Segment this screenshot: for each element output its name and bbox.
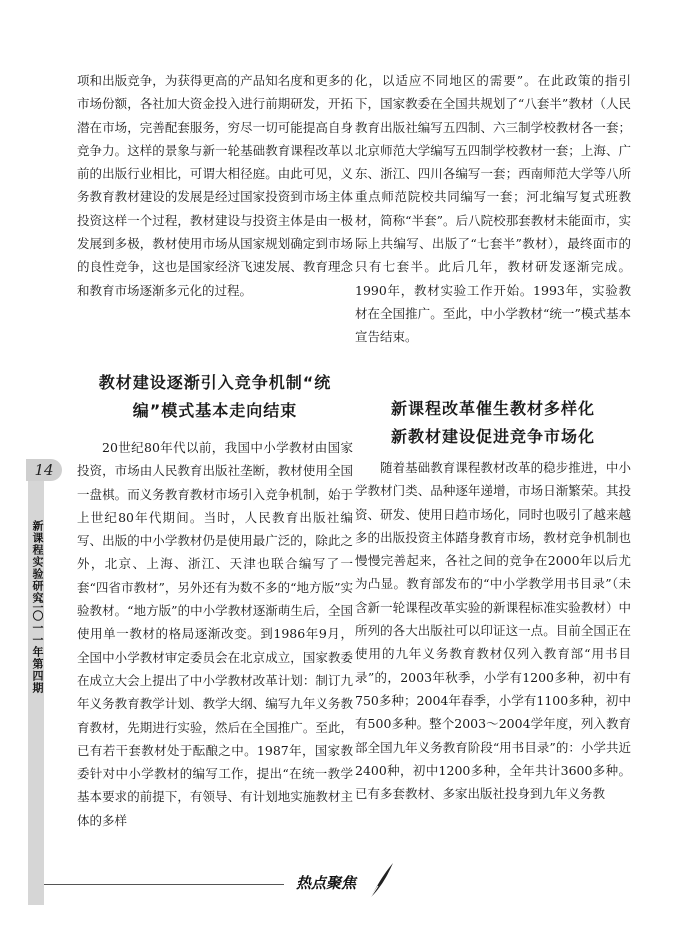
right-column-top-text bbox=[355, 69, 631, 349]
heading-line: 新教材建设促进竞争市场化 bbox=[390, 427, 595, 446]
heading-line: 编”模式基本走向结束 bbox=[132, 401, 298, 420]
journal-issue: 二〇一一年第四期 bbox=[31, 598, 44, 694]
right-column-bottom-text bbox=[355, 456, 631, 805]
left-column-top-text bbox=[77, 69, 353, 302]
page-number: 14 bbox=[26, 459, 62, 481]
paragraph: 化，以适应不同地区的需要”。在此政策的指引下，国家教委在全国共规划了“八套半”教材（人民教育出版社编写五四制、六三制学校教材各一套；北京师范大学编写五四制学校教材一套；上海、广东、浙江、四川各编写一套；西南师范大学等八所重点师范院校共同编写一套；河北编写复式班教材，简称“半套”。后八院校那套教材未能面市，实际上共编写、出版了“七套半”教材），最终面市的只有七套半。此后几年，教材研发逐渐完成。1990年，教材实验工作开始。1993年，实验教材在全国推广。至此，中小学教材“统一”模式基本宣告结束。 bbox=[355, 73, 631, 345]
left-column-bottom-text bbox=[77, 436, 353, 832]
heading-line: 新课程改革催生教材多样化 bbox=[390, 399, 595, 418]
paragraph: 项和出版竞争，为获得更高的产品知名度和更多的市场份额，各社加大资金投入进行前期研发，开拓潜在市场，完善配套服务，穷尽一切可能提高自身竞争力。这样的景象与新一轮基础教育课程改革以前的出版行业相比，可谓大相径庭。由此可见，义务教育教材建设的发展是经过国家投资到市场主体投资这样一个过程，教材建设与投资主体是由一极发展到多极，教材使用市场从国家规划确定到市场的良性竞争，这也是国家经济飞速发展、教育理念和教育市场逐渐多元化的过程。 bbox=[77, 73, 353, 298]
heading-line: 教材建设逐渐引入竞争机制“统 bbox=[98, 373, 332, 392]
footer-rule bbox=[44, 884, 284, 885]
footer-section-label: 热点聚焦 bbox=[296, 874, 357, 892]
feather-pen-icon bbox=[366, 860, 396, 900]
section-heading-right bbox=[355, 395, 631, 451]
paragraph: 20世纪80年代以前，我国中小学教材由国家投资，市场由人民教育出版社垄断，教材使用全国一盘棋。而义务教育教材市场引入竞争机制，始于上世纪80年代期间。当时，人民教育出版社编写、出版的中小学教材仍是使用最广泛的，除此之外，北京、上海、浙江、天津也联合编写了一套“四省市教材”，另外还有为数不多的“地方版”实验教材。“地方版”的中小学教材逐渐萌生后，全国使用单一教材的格局逐渐改变。到1986年9月，全国中小学教材审定委员会在北京成立，国家教委在成立大会上提出了中小学教材改革计划：制订九年义务教育教学计划、教学大纲、编写九年义务教育教材，先期进行实验，然后在全国推广。至此，已有若干套教材处于酝酿之中。1987年，国家教委针对中小学教材的编写工作，提出“在统一教学基本要求的前提下，有领导、有计划地实施教材主体的多样 bbox=[77, 440, 353, 828]
paragraph: 随着基础教育课程教材改革的稳步推进，中小学教材门类、品种逐年递增，市场日渐繁荣。其投资、研发、使用日趋市场化，同时也吸引了越来越多的出版投资主体踏身教育市场，教材竞争机制也慢慢完善起来，各社之间的竞争在2000年以后尤为凸显。教育部发布的“中小学教学用书目录”（未含新一轮课程改革实验的新课程标准实验教材）中所列的各大出版社可以印证这一点。目前全国正在使用的九年义务教育教材仅列入教育部“用书目录”的，2003年秋季，小学有1200多种，初中有750多种；2004年春季，小学有1100多种，初中有500多种。整个2003～2004学年度，列入教育部全国九年义务教育阶段“用书目录”的：小学共近2400种，初中1200多种，全年共计3600多种。已有多套教材、多家出版社投身到九年义务教 bbox=[355, 460, 631, 802]
journal-name: 新课程实验研究 bbox=[31, 520, 44, 604]
section-heading-left bbox=[77, 369, 353, 425]
